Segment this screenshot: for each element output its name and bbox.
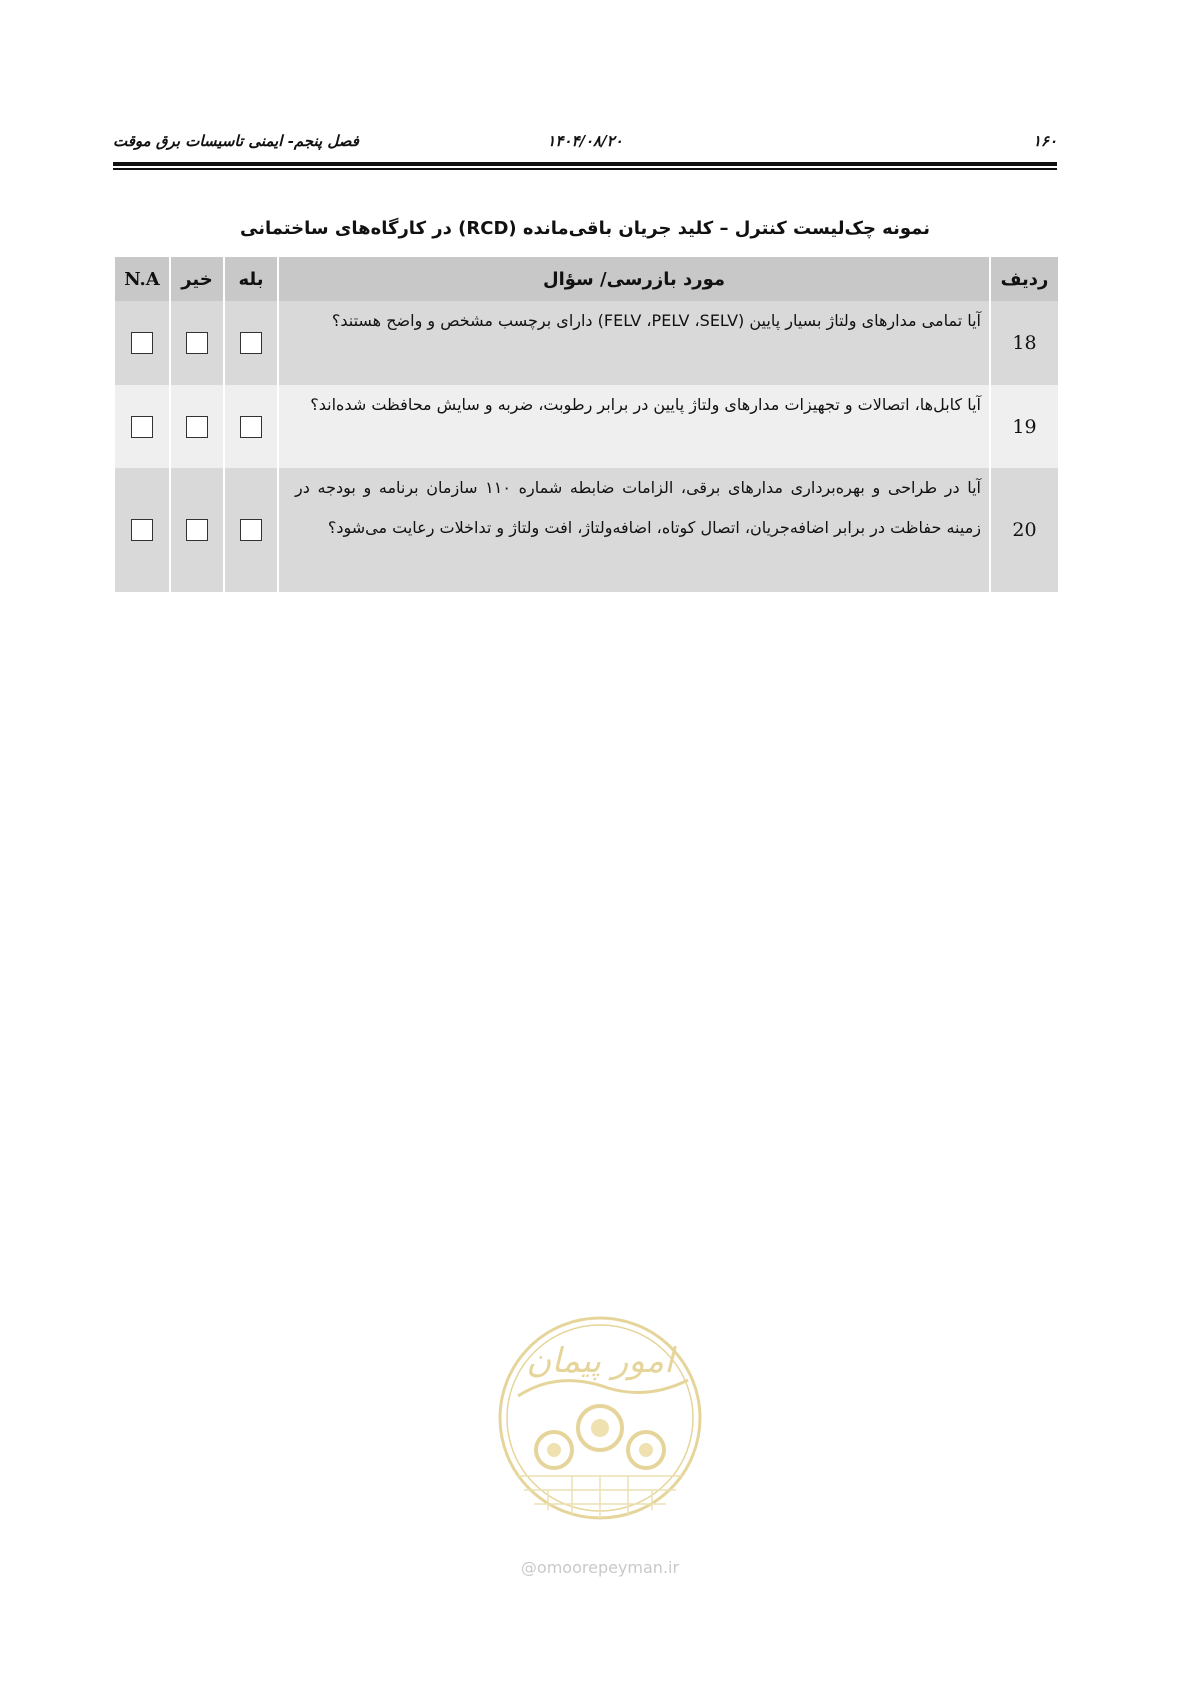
table-row (114, 301, 1058, 385)
na-cell (114, 301, 170, 385)
na-checkbox[interactable] (131, 332, 153, 354)
no-cell (170, 385, 224, 468)
no-cell (170, 301, 224, 385)
watermark-logo (488, 1300, 712, 1550)
header-date: ۱۴۰۴/۰۸/۲۰ (547, 132, 623, 150)
checklist-table (113, 257, 1058, 592)
yes-checkbox[interactable] (240, 332, 262, 354)
row-question: آیا در طراحی و بهره‌برداری مدارهای برقی، الزامات ضابطه شماره ۱۱۰ سازمان برنامه و بودجه در زمینه حفاظت در برابر اضافه‌جریان، اتصال کوتاه، اضافه‌ولتاژ، افت ولتاژ و تداخلات رعایت می‌شود؟ (278, 468, 990, 592)
watermark-logo-text: امور پیمان (526, 1341, 674, 1381)
row-question: آیا تمامی مدارهای ولتاژ بسیار پایین (FELV ،PELV ،SELV) دارای برچسب مشخص و واضح هستند؟ (278, 301, 990, 385)
yes-cell (224, 301, 278, 385)
yes-checkbox[interactable] (240, 519, 262, 541)
watermark (488, 1300, 712, 1590)
header-no: خیر (170, 257, 224, 301)
table-row (114, 385, 1058, 468)
row-number: 18 (990, 301, 1058, 385)
no-cell (170, 468, 224, 592)
chapter-title: فصل پنجم- ایمنی تاسیسات برق موقت (113, 132, 359, 150)
table-header-row (114, 257, 1058, 301)
header-question: مورد بازرسی/ سؤال (278, 257, 990, 301)
table-row (114, 468, 1058, 592)
yes-cell (224, 468, 278, 592)
yes-cell (224, 385, 278, 468)
no-checkbox[interactable] (186, 332, 208, 354)
na-checkbox[interactable] (131, 519, 153, 541)
row-number: 19 (990, 385, 1058, 468)
page-number: ۱۶۰ (1032, 132, 1057, 150)
yes-checkbox[interactable] (240, 416, 262, 438)
checklist-title: نمونه چک‌لیست کنترل – کلید جریان باقی‌مانده (RCD) در کارگاه‌های ساختمانی (240, 218, 930, 239)
no-checkbox[interactable] (186, 519, 208, 541)
na-cell (114, 468, 170, 592)
header-na: N.A (114, 257, 170, 301)
na-cell (114, 385, 170, 468)
row-number: 20 (990, 468, 1058, 592)
header-rule-thick (113, 162, 1057, 166)
header-row-number: ردیف (990, 257, 1058, 301)
row-question: آیا کابل‌ها، اتصالات و تجهیزات مدارهای ولتاژ پایین در برابر رطوبت، ضربه و سایش محافظت شده‌اند؟ (278, 385, 990, 468)
na-checkbox[interactable] (131, 416, 153, 438)
page-header (113, 128, 1057, 158)
watermark-url: @omoorepeyman.ir (520, 1558, 680, 1577)
header-rule-thin (113, 168, 1057, 170)
no-checkbox[interactable] (186, 416, 208, 438)
header-yes: بله (224, 257, 278, 301)
